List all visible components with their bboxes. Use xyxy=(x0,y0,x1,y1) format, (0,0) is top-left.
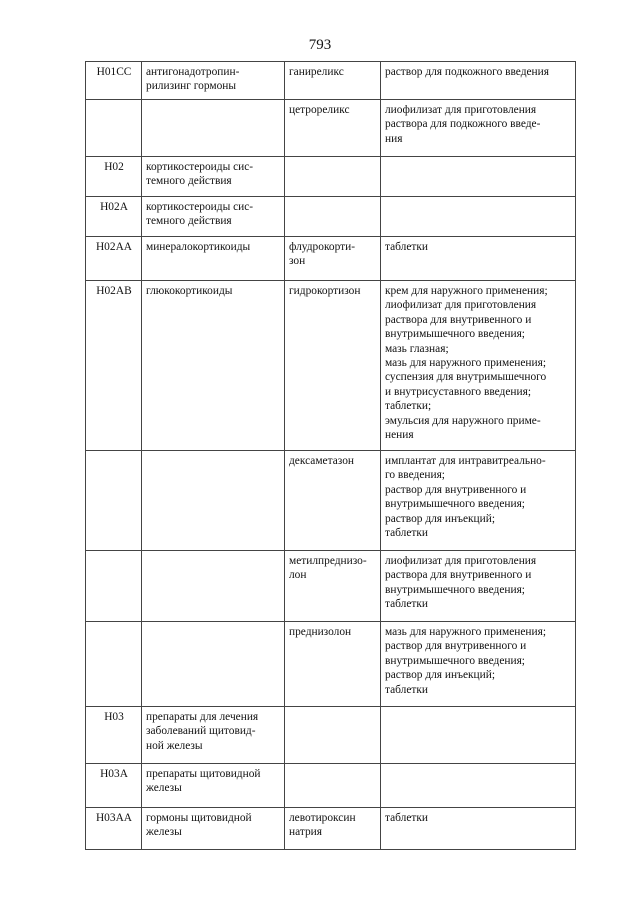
cell-line: железы xyxy=(146,782,182,795)
dosage-form-cell xyxy=(381,808,576,850)
table-row xyxy=(86,551,576,622)
table-row xyxy=(86,62,576,100)
cell-line: лиофилизат для приготовления xyxy=(385,104,537,116)
dosage-form-cell xyxy=(381,281,576,451)
atc-code-cell: H01CC xyxy=(86,62,142,100)
cell-line: мазь для наружного применения; xyxy=(385,357,547,370)
drug-cell xyxy=(285,451,381,551)
cell-line: таблетки xyxy=(385,812,429,824)
atc-code-cell: H02A xyxy=(86,197,142,237)
drug-cell xyxy=(285,764,381,808)
atc-code-cell: H03AA xyxy=(86,808,142,850)
cell-line: раствор для инъекций; xyxy=(385,669,496,682)
cell-line: крем для наружного применения; xyxy=(385,285,548,297)
cell-line: заболеваний щитовид- xyxy=(146,725,256,738)
table-row xyxy=(86,100,576,157)
drug-classification-table xyxy=(85,61,576,850)
drug-cell xyxy=(285,62,381,100)
cell-line: глюкокортикоиды xyxy=(146,285,233,297)
table-row xyxy=(86,764,576,808)
atc-code-cell xyxy=(86,551,142,622)
cell-line: внутримышечного введения; xyxy=(385,654,525,667)
group-cell xyxy=(142,451,285,551)
dosage-form-cell xyxy=(381,100,576,157)
cell-line: внутримышечного введения; xyxy=(385,583,525,596)
cell-line: темного действия xyxy=(146,215,232,228)
dosage-form-cell xyxy=(381,707,576,764)
group-cell xyxy=(142,62,285,100)
group-cell xyxy=(142,197,285,237)
atc-code-cell: H02AA xyxy=(86,237,142,281)
cell-line: раствора для подкожного введе- xyxy=(385,118,541,131)
cell-line: внутримышечного введения; xyxy=(385,498,525,511)
cell-line: внутримышечного введения; xyxy=(385,328,525,341)
table-body xyxy=(86,62,576,850)
cell-line: антигонадотропин- xyxy=(146,66,240,78)
cell-line: препараты для лечения xyxy=(146,711,259,723)
cell-line: рилизинг гормоны xyxy=(146,80,237,93)
cell-line: мазь глазная; xyxy=(385,342,449,355)
group-cell xyxy=(142,622,285,707)
dosage-form-cell xyxy=(381,197,576,237)
cell-line: имплантат для интравитреально- xyxy=(385,455,546,467)
table-row xyxy=(86,808,576,850)
cell-line: и внутрисуставного введения; xyxy=(385,385,531,398)
cell-line: таблетки xyxy=(385,598,429,611)
atc-code-cell xyxy=(86,622,142,707)
cell-line: раствора для внутривенного и xyxy=(385,569,532,582)
table-row xyxy=(86,237,576,281)
cell-line: таблетки xyxy=(385,527,429,540)
cell-line: зон xyxy=(289,255,306,268)
group-cell xyxy=(142,281,285,451)
group-cell xyxy=(142,237,285,281)
table-row xyxy=(86,281,576,451)
drug-cell xyxy=(285,157,381,197)
cell-line: кортикостероиды сис- xyxy=(146,201,254,213)
dosage-form-cell xyxy=(381,451,576,551)
cell-line: лиофилизат для приготовления xyxy=(385,555,537,567)
cell-line: раствор для подкожного введения xyxy=(385,66,549,78)
cell-line: метилпреднизо- xyxy=(289,555,367,567)
cell-line: минералокортикоиды xyxy=(146,241,251,253)
cell-line: дексаметазон xyxy=(289,455,355,467)
dosage-form-cell xyxy=(381,62,576,100)
cell-line: цетрореликс xyxy=(289,104,350,116)
cell-line: таблетки; xyxy=(385,400,432,413)
cell-line: железы xyxy=(146,826,182,839)
cell-line: левотироксин xyxy=(289,812,356,824)
cell-line: мазь для наружного применения; xyxy=(385,626,547,638)
cell-line: кортикостероиды сис- xyxy=(146,161,254,173)
table-row xyxy=(86,197,576,237)
table-row xyxy=(86,157,576,197)
drug-cell xyxy=(285,551,381,622)
cell-line: гормоны щитовидной xyxy=(146,812,252,824)
cell-line: ганиреликс xyxy=(289,66,344,78)
group-cell xyxy=(142,100,285,157)
atc-code-cell: H02AB xyxy=(86,281,142,451)
table-row xyxy=(86,622,576,707)
drug-cell xyxy=(285,100,381,157)
group-cell xyxy=(142,157,285,197)
dosage-form-cell xyxy=(381,622,576,707)
cell-line: преднизолон xyxy=(289,626,352,638)
atc-code-cell xyxy=(86,100,142,157)
cell-line: го введения; xyxy=(385,469,445,482)
cell-line: раствор для инъекций; xyxy=(385,512,496,525)
cell-line: темного действия xyxy=(146,175,232,188)
drug-cell xyxy=(285,237,381,281)
cell-line: флудрокорти- xyxy=(289,241,356,253)
drug-cell xyxy=(285,622,381,707)
drug-cell xyxy=(285,197,381,237)
atc-code-cell xyxy=(86,451,142,551)
cell-line: ния xyxy=(385,132,403,145)
cell-line: лон xyxy=(289,569,307,582)
atc-code-cell: H03A xyxy=(86,764,142,808)
dosage-form-cell xyxy=(381,237,576,281)
page-number: 793 xyxy=(308,37,332,53)
drug-cell xyxy=(285,808,381,850)
cell-line: раствор для внутривенного и xyxy=(385,483,527,496)
group-cell xyxy=(142,764,285,808)
group-cell xyxy=(142,808,285,850)
cell-line: натрия xyxy=(289,826,323,839)
cell-line: нения xyxy=(385,429,414,442)
atc-code-cell: H03 xyxy=(86,707,142,764)
dosage-form-cell xyxy=(381,157,576,197)
drug-cell xyxy=(285,707,381,764)
cell-line: препараты щитовидной xyxy=(146,768,261,780)
cell-line: таблетки xyxy=(385,683,429,696)
cell-line: ной железы xyxy=(146,739,203,752)
cell-line: суспензия для внутримышечного xyxy=(385,371,547,384)
group-cell xyxy=(142,551,285,622)
table-row xyxy=(86,707,576,764)
cell-line: гидрокортизон xyxy=(289,285,361,297)
cell-line: таблетки xyxy=(385,241,429,253)
dosage-form-cell xyxy=(381,551,576,622)
cell-line: раствор для внутривенного и xyxy=(385,640,527,653)
group-cell xyxy=(142,707,285,764)
atc-code-cell: H02 xyxy=(86,157,142,197)
cell-line: лиофилизат для приготовления xyxy=(385,299,537,312)
table-row xyxy=(86,451,576,551)
drug-cell xyxy=(285,281,381,451)
dosage-form-cell xyxy=(381,764,576,808)
cell-line: раствора для внутривенного и xyxy=(385,313,532,326)
cell-line: эмульсия для наружного приме- xyxy=(385,414,541,427)
